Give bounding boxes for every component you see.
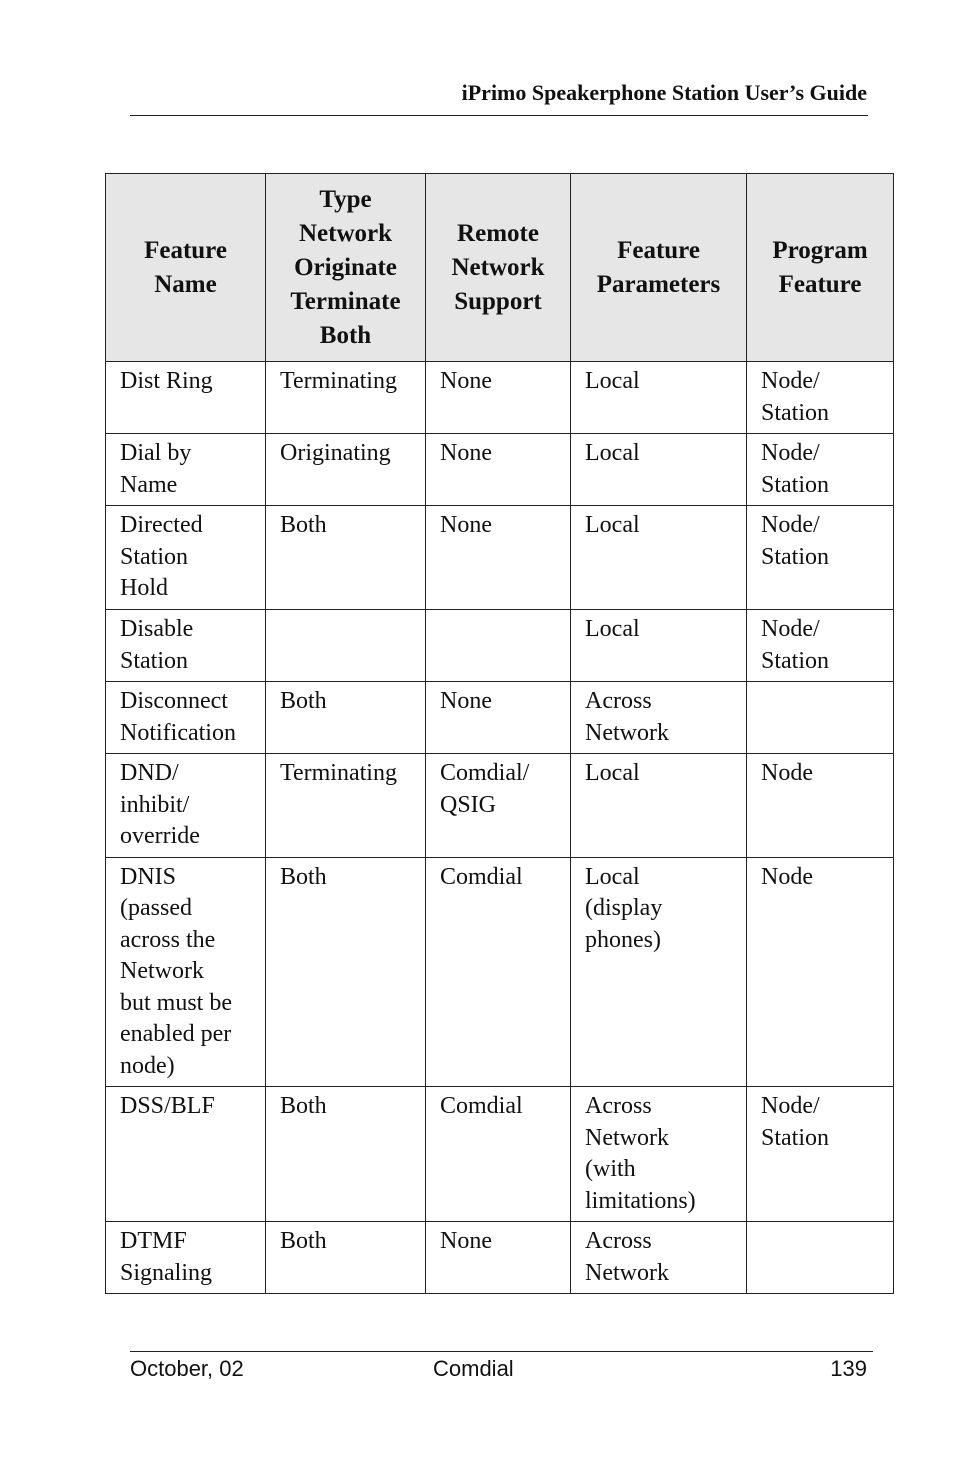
table-cell: Node/ Station (747, 362, 894, 434)
table-cell: DSS/BLF (106, 1087, 266, 1222)
table-row (106, 857, 894, 1087)
table-cell (266, 610, 426, 682)
table-cell: Terminating (266, 362, 426, 434)
table-cell (747, 1222, 894, 1294)
column-header-feature-parameters: Feature Parameters (571, 174, 747, 362)
table-cell: None (426, 682, 571, 754)
table-cell: None (426, 362, 571, 434)
table-cell: Terminating (266, 754, 426, 858)
table-cell: DND/ inhibit/ override (106, 754, 266, 858)
table-cell: Node/ Station (747, 610, 894, 682)
table-cell: Across Network (with limitations) (571, 1087, 747, 1222)
table-cell: None (426, 434, 571, 506)
table-cell: Originating (266, 434, 426, 506)
table-cell: DTMF Signaling (106, 1222, 266, 1294)
table-cell: None (426, 1222, 571, 1294)
column-header-feature-name: Feature Name (106, 174, 266, 362)
table-row (106, 362, 894, 434)
table-cell: Node (747, 857, 894, 1087)
table-cell: Local (571, 362, 747, 434)
table-cell: Directed Station Hold (106, 506, 266, 610)
footer-divider (130, 1351, 873, 1352)
table-cell: Local (display phones) (571, 857, 747, 1087)
table-cell: Local (571, 754, 747, 858)
table-cell: Across Network (571, 1222, 747, 1294)
running-header-title: iPrimo Speakerphone Station User’s Guide (461, 80, 867, 105)
table-cell: Node/ Station (747, 1087, 894, 1222)
table-cell: Local (571, 506, 747, 610)
table-row (106, 610, 894, 682)
table-cell: Local (571, 610, 747, 682)
page-number: 139 (830, 1356, 867, 1381)
table-cell: Both (266, 1222, 426, 1294)
table-row (106, 506, 894, 610)
table-row (106, 1087, 894, 1222)
table-cell: Both (266, 506, 426, 610)
table-cell: Both (266, 857, 426, 1087)
table-cell: Dist Ring (106, 362, 266, 434)
table-cell: Comdial (426, 857, 571, 1087)
table-row (106, 1222, 894, 1294)
table-row (106, 754, 894, 858)
table-row (106, 682, 894, 754)
table-cell: DNIS (passed across the Network but must be enabled per node) (106, 857, 266, 1087)
feature-table (105, 173, 894, 1294)
footer-company: Comdial (433, 1356, 514, 1381)
table-cell: Dial by Name (106, 434, 266, 506)
table-cell: Local (571, 434, 747, 506)
table-cell: Node/ Station (747, 434, 894, 506)
table-cell: None (426, 506, 571, 610)
column-header-type-network: Type Network Originate Terminate Both (266, 174, 426, 362)
table-cell: Both (266, 1087, 426, 1222)
table-cell: Comdial (426, 1087, 571, 1222)
footer-date: October, 02 (130, 1356, 244, 1381)
table-cell: Across Network (571, 682, 747, 754)
table-cell: Node (747, 754, 894, 858)
header-divider (130, 115, 868, 116)
table-cell: Disconnect Notification (106, 682, 266, 754)
column-header-program-feature: Program Feature (747, 174, 894, 362)
column-header-remote-network-support: Remote Network Support (426, 174, 571, 362)
table-row (106, 434, 894, 506)
table-cell (426, 610, 571, 682)
table-cell: Comdial/ QSIG (426, 754, 571, 858)
table-cell: Both (266, 682, 426, 754)
table-cell: Node/ Station (747, 506, 894, 610)
table-header-row (106, 174, 894, 362)
table-cell (747, 682, 894, 754)
table-cell: Disable Station (106, 610, 266, 682)
